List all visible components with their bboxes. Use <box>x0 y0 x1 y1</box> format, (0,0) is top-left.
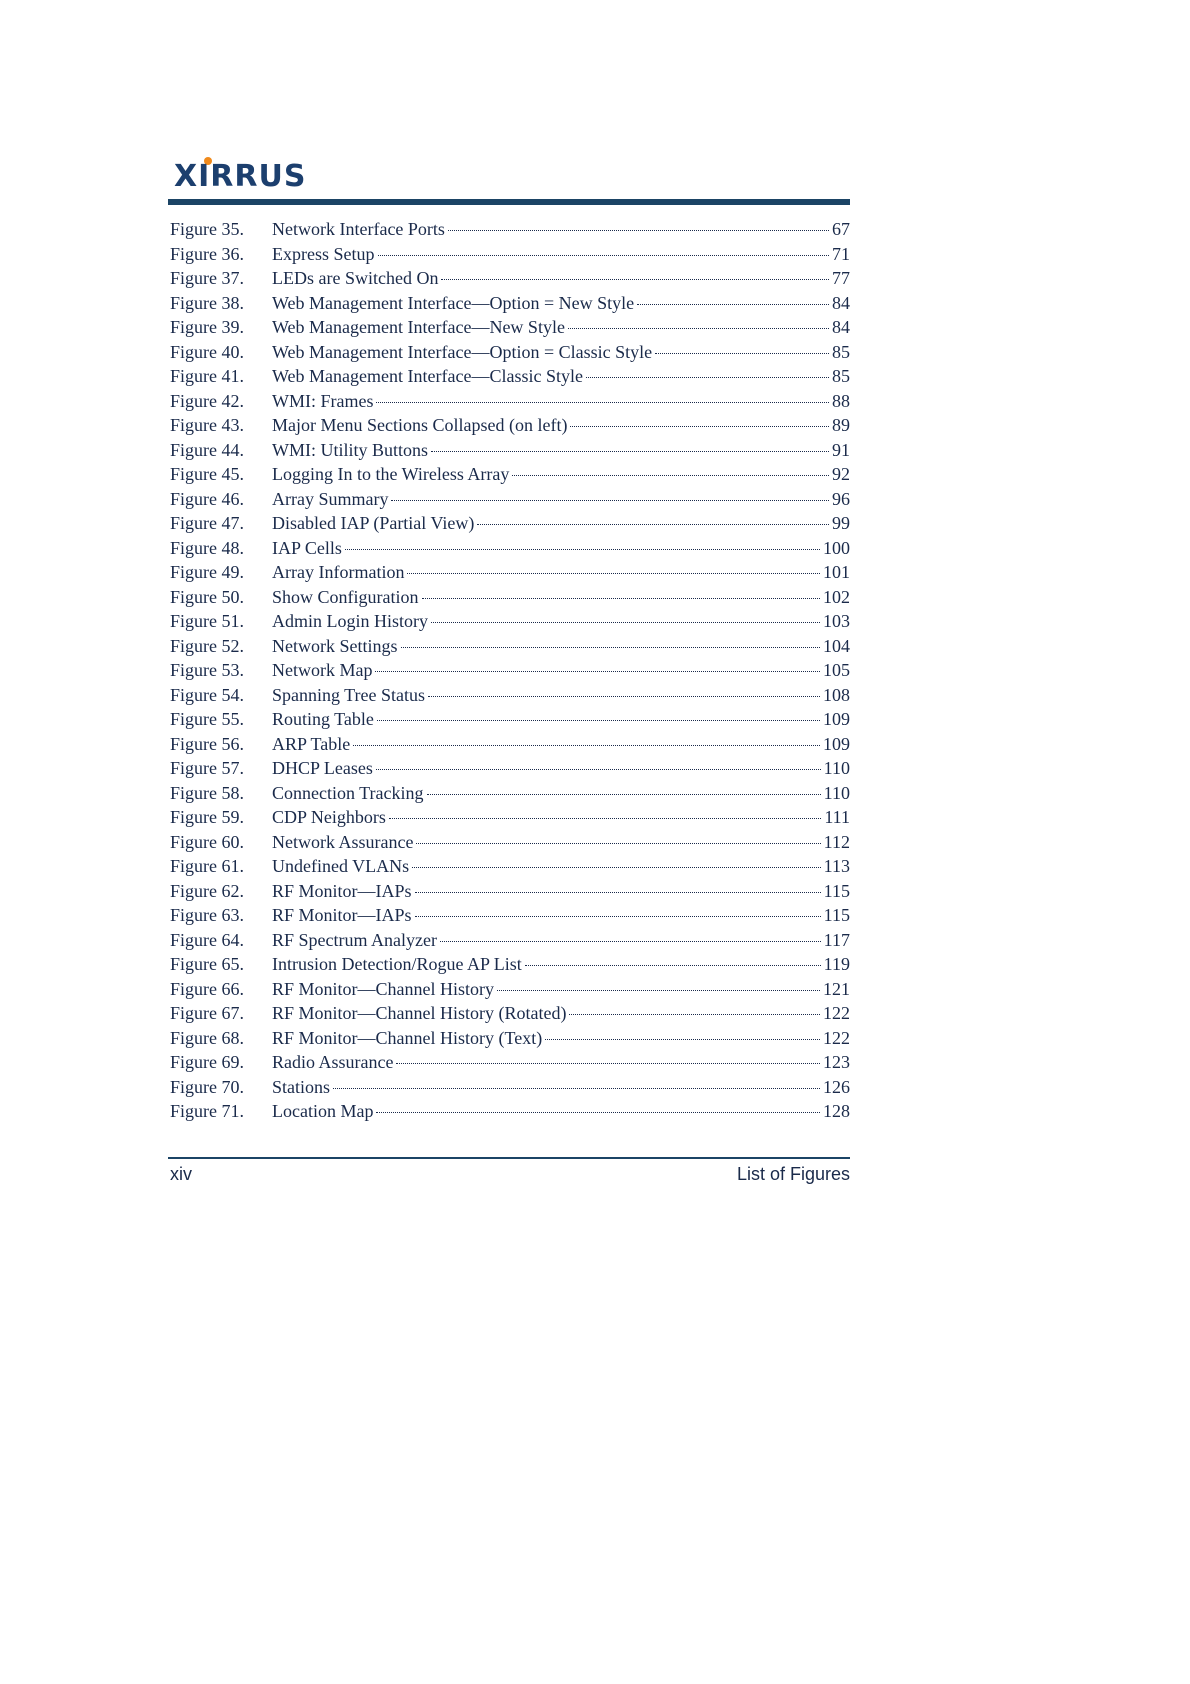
toc-entry[interactable] <box>170 707 850 732</box>
figure-title: CDP Neighbors <box>272 807 386 827</box>
figure-number: Figure 60. <box>170 831 244 852</box>
figure-title: Web Management Interface—Classic Style <box>272 366 583 386</box>
figure-title: Express Setup <box>272 243 375 264</box>
figure-number: Figure 61. <box>170 856 244 876</box>
dot-leader <box>545 1039 820 1040</box>
dot-leader <box>389 818 821 819</box>
figure-title: LEDs are Switched On <box>272 268 439 288</box>
figure-number: Figure 53. <box>170 660 244 680</box>
footer-page-number: xiv <box>170 1164 192 1184</box>
toc-entry[interactable] <box>170 903 850 928</box>
dot-leader <box>376 402 829 403</box>
figure-page-number: 103 <box>823 611 850 631</box>
figure-title: Location Map <box>272 1101 374 1121</box>
toc-entry[interactable] <box>170 1099 850 1124</box>
dot-leader <box>376 1112 820 1113</box>
toc-entry[interactable] <box>170 560 850 585</box>
figure-number: Figure 64. <box>170 929 244 950</box>
dot-leader <box>568 328 829 329</box>
figure-page-number: 71 <box>832 243 850 264</box>
figure-number: Figure 50. <box>170 586 244 607</box>
figure-title: Admin Login History <box>272 611 428 631</box>
figure-number: Figure 37. <box>170 268 244 288</box>
figure-title: Radio Assurance <box>272 1052 394 1072</box>
figure-title: Network Map <box>272 660 373 680</box>
figure-title: Stations <box>272 1076 331 1097</box>
dot-leader <box>415 892 821 893</box>
toc-entry[interactable] <box>170 364 850 389</box>
figure-page-number: 128 <box>823 1101 850 1121</box>
figure-number: Figure 35. <box>170 219 244 239</box>
dot-leader <box>401 647 821 648</box>
figure-page-number: 104 <box>823 635 850 656</box>
figure-number: Figure 48. <box>170 537 244 558</box>
toc-entry[interactable] <box>170 928 850 953</box>
figure-number: Figure 56. <box>170 733 244 754</box>
figure-number: Figure 51. <box>170 611 244 631</box>
figure-title: Intrusion Detection/Rogue AP List <box>272 954 522 974</box>
toc-entry[interactable] <box>170 266 850 291</box>
toc-entry[interactable] <box>170 1075 850 1100</box>
toc-entry[interactable] <box>170 658 850 683</box>
toc-entry[interactable] <box>170 389 850 414</box>
figure-title: Array Summary <box>272 488 389 509</box>
figure-page-number: 91 <box>832 439 850 460</box>
figure-page-number: 110 <box>823 782 850 803</box>
figure-page-number: 126 <box>823 1076 850 1097</box>
figure-page-number: 111 <box>824 807 850 827</box>
toc-entry[interactable] <box>170 854 850 879</box>
toc-entry[interactable] <box>170 977 850 1002</box>
dot-leader <box>569 1014 820 1015</box>
figure-page-number: 89 <box>832 415 850 435</box>
figure-number: Figure 67. <box>170 1003 244 1023</box>
figure-title: Web Management Interface—Option = Classic Style <box>272 341 653 362</box>
toc-entry[interactable] <box>170 683 850 708</box>
logo-text: XIRRUS <box>174 159 307 194</box>
dot-leader <box>570 426 829 427</box>
toc-entry[interactable] <box>170 242 850 267</box>
toc-entry[interactable] <box>170 609 850 634</box>
figure-title: RF Monitor—IAPs <box>272 880 412 901</box>
dot-leader <box>448 230 829 231</box>
figure-page-number: 110 <box>823 758 850 778</box>
dot-leader <box>477 524 829 525</box>
toc-entry[interactable] <box>170 879 850 904</box>
figure-title: Disabled IAP (Partial View) <box>272 513 475 533</box>
figure-number: Figure 49. <box>170 562 244 582</box>
figure-number: Figure 66. <box>170 978 244 999</box>
dot-leader <box>525 965 821 966</box>
figure-number: Figure 41. <box>170 366 244 386</box>
dot-leader <box>412 867 821 868</box>
figure-page-number: 77 <box>832 268 850 288</box>
figure-number: Figure 45. <box>170 464 244 484</box>
dot-leader <box>428 696 820 697</box>
dot-leader <box>427 794 821 795</box>
figure-page-number: 109 <box>823 709 850 729</box>
toc-entry[interactable] <box>170 536 850 561</box>
toc-entry[interactable] <box>170 462 850 487</box>
figure-page-number: 109 <box>823 733 850 754</box>
figure-page-number: 122 <box>823 1003 850 1023</box>
toc-entry[interactable] <box>170 487 850 512</box>
toc-entry[interactable] <box>170 756 850 781</box>
figure-number: Figure 40. <box>170 341 244 362</box>
figure-page-number: 99 <box>832 513 850 533</box>
toc-entry[interactable] <box>170 340 850 365</box>
figure-title: ARP Table <box>272 733 351 754</box>
figure-title: RF Monitor—Channel History <box>272 978 495 999</box>
figure-title: Logging In to the Wireless Array <box>272 464 510 484</box>
figure-page-number: 115 <box>823 905 850 925</box>
figure-page-number: 113 <box>823 856 850 876</box>
dot-leader <box>655 353 829 354</box>
figure-number: Figure 42. <box>170 390 244 411</box>
figure-title: WMI: Frames <box>272 390 374 411</box>
dot-leader <box>333 1088 820 1089</box>
list-of-figures <box>170 217 850 1124</box>
dot-leader <box>376 769 821 770</box>
figure-title: Web Management Interface—Option = New Style <box>272 292 635 313</box>
figure-title: Show Configuration <box>272 586 419 607</box>
figure-page-number: 121 <box>823 978 850 999</box>
figure-page-number: 115 <box>823 880 850 901</box>
figure-page-number: 123 <box>823 1052 850 1072</box>
figure-number: Figure 59. <box>170 807 244 827</box>
figure-number: Figure 55. <box>170 709 244 729</box>
toc-entry[interactable] <box>170 830 850 855</box>
dot-leader <box>377 720 820 721</box>
figure-title: Network Settings <box>272 635 398 656</box>
dot-leader <box>375 671 820 672</box>
figure-page-number: 85 <box>832 341 850 362</box>
figure-number: Figure 69. <box>170 1052 244 1072</box>
footer-section-title: List of Figures <box>736 1164 850 1184</box>
dot-leader <box>391 500 829 501</box>
figure-number: Figure 44. <box>170 439 244 460</box>
figure-number: Figure 39. <box>170 317 244 337</box>
toc-entry[interactable] <box>170 1026 850 1051</box>
figure-number: Figure 54. <box>170 684 244 705</box>
xirrus-logo <box>174 157 324 197</box>
figure-title: Array Information <box>272 562 405 582</box>
figure-page-number: 105 <box>823 660 850 680</box>
header-rule <box>168 199 850 205</box>
figure-title: DHCP Leases <box>272 758 373 778</box>
dot-leader <box>637 304 829 305</box>
dot-leader <box>422 598 821 599</box>
figure-page-number: 119 <box>823 954 850 974</box>
toc-entry[interactable] <box>170 805 850 830</box>
figure-number: Figure 65. <box>170 954 244 974</box>
toc-entry[interactable] <box>170 438 850 463</box>
figure-number: Figure 62. <box>170 880 244 901</box>
dot-leader <box>497 990 820 991</box>
figure-title: Routing Table <box>272 709 374 729</box>
figure-page-number: 112 <box>823 831 850 852</box>
figure-number: Figure 68. <box>170 1027 244 1048</box>
toc-entry[interactable] <box>170 315 850 340</box>
toc-entry[interactable] <box>170 634 850 659</box>
dot-leader <box>407 573 820 574</box>
figure-page-number: 84 <box>832 292 850 313</box>
dot-leader <box>440 941 821 942</box>
dot-leader <box>586 377 829 378</box>
figure-number: Figure 57. <box>170 758 244 778</box>
figure-number: Figure 38. <box>170 292 244 313</box>
toc-entry[interactable] <box>170 413 850 438</box>
dot-leader <box>441 279 829 280</box>
figure-page-number: 85 <box>832 366 850 386</box>
figure-title: Major Menu Sections Collapsed (on left) <box>272 415 568 435</box>
dot-leader <box>512 475 829 476</box>
figure-number: Figure 43. <box>170 415 244 435</box>
dot-leader <box>415 916 821 917</box>
dot-leader <box>431 451 829 452</box>
figure-title: Network Interface Ports <box>272 219 445 239</box>
figure-page-number: 122 <box>823 1027 850 1048</box>
figure-title: RF Spectrum Analyzer <box>272 929 437 950</box>
figure-number: Figure 46. <box>170 488 244 509</box>
figure-page-number: 108 <box>823 684 850 705</box>
figure-title: Web Management Interface—New Style <box>272 317 565 337</box>
dot-leader <box>396 1063 820 1064</box>
figure-page-number: 96 <box>832 488 850 509</box>
dot-leader <box>378 255 830 256</box>
figure-page-number: 117 <box>823 929 850 950</box>
toc-entry[interactable] <box>170 217 850 242</box>
figure-page-number: 101 <box>823 562 850 582</box>
figure-number: Figure 47. <box>170 513 244 533</box>
dot-leader <box>353 745 820 746</box>
figure-title: Connection Tracking <box>272 782 424 803</box>
figure-page-number: 92 <box>832 464 850 484</box>
figure-number: Figure 70. <box>170 1076 244 1097</box>
toc-entry[interactable] <box>170 781 850 806</box>
figure-page-number: 67 <box>832 219 850 239</box>
figure-number: Figure 58. <box>170 782 244 803</box>
figure-page-number: 84 <box>832 317 850 337</box>
figure-number: Figure 63. <box>170 905 244 925</box>
figure-number: Figure 71. <box>170 1101 244 1121</box>
figure-page-number: 100 <box>823 537 850 558</box>
figure-number: Figure 36. <box>170 243 244 264</box>
dot-leader <box>345 549 820 550</box>
figure-title: RF Monitor—Channel History (Text) <box>272 1027 543 1048</box>
figure-title: Undefined VLANs <box>272 856 410 876</box>
toc-entry[interactable] <box>170 952 850 977</box>
figure-number: Figure 52. <box>170 635 244 656</box>
toc-entry[interactable] <box>170 511 850 536</box>
toc-entry[interactable] <box>170 1050 850 1075</box>
figure-page-number: 102 <box>823 586 850 607</box>
figure-title: WMI: Utility Buttons <box>272 439 429 460</box>
toc-entry[interactable] <box>170 291 850 316</box>
footer-rule <box>168 1157 850 1159</box>
figure-title: Spanning Tree Status <box>272 684 426 705</box>
figure-title: Network Assurance <box>272 831 414 852</box>
toc-entry[interactable] <box>170 732 850 757</box>
toc-entry[interactable] <box>170 585 850 610</box>
dot-leader <box>416 843 820 844</box>
dot-leader <box>431 622 820 623</box>
toc-entry[interactable] <box>170 1001 850 1026</box>
figure-page-number: 88 <box>832 390 850 411</box>
figure-title: IAP Cells <box>272 537 342 558</box>
figure-title: RF Monitor—IAPs <box>272 905 412 925</box>
figure-title: RF Monitor—Channel History (Rotated) <box>272 1003 567 1023</box>
